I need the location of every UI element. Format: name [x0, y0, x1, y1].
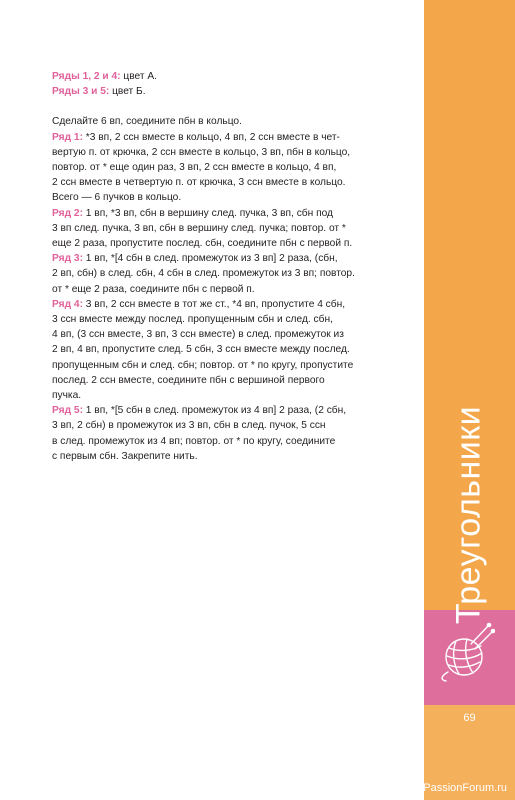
- row-line: от * еще 2 раза, соедините пбн с первой п.: [52, 283, 255, 295]
- row-line: *3 вп, 2 ссн вместе в кольцо, 4 вп, 2 ссн вместе в чет-: [82, 131, 340, 143]
- rows-color-text: цвет Б.: [109, 86, 146, 98]
- row-1: [52, 130, 412, 145]
- row-line: 2 ссн вместе в четвертую п. от крючка, 3 ссн вместе в кольцо.: [52, 177, 346, 189]
- watermark: PassionForum.ru: [423, 782, 507, 794]
- rows-color-text: цвет А.: [120, 71, 157, 82]
- row-line: пучка.: [52, 390, 82, 402]
- spacer: [52, 99, 412, 114]
- row-line: еще 2 раза, пропустите послед. сбн, соедините пбн с первой п.: [52, 238, 353, 250]
- instructions-text: [52, 69, 412, 464]
- row-line: Всего — 6 пучков в кольцо.: [52, 192, 182, 204]
- row-line: 2 вп, сбн) в след. сбн, 4 сбн в след. промежуток из 3 вп; повтор.: [52, 268, 355, 280]
- row-line: 3 вп след. пучка, 3 вп, сбн в вершину след. пучка; повтор. от *: [52, 222, 346, 234]
- row-label: Ряд 3:: [52, 253, 83, 265]
- row-line: 1 вп, *[5 сбн в след. промежуток из 4 вп] 2 раза, (2 сбн,: [82, 405, 347, 417]
- row-line: 3 вп, 2 ссн вместе в тот же ст., *4 вп, пропустите 4 сбн,: [82, 298, 346, 310]
- row-label: Ряд 1:: [52, 131, 83, 143]
- section-title: Треугольники: [449, 405, 488, 625]
- row-2: [52, 206, 412, 221]
- page-number: 69: [463, 712, 476, 724]
- color-line-rows-3-5: [52, 84, 412, 99]
- row-label: Ряд 5:: [52, 405, 83, 417]
- row-label: Ряд 4:: [52, 298, 83, 310]
- row-line: 1 вп, *3 вп, сбн в вершину след. пучка, 3 вп, сбн под: [82, 207, 333, 219]
- row-5: [52, 403, 412, 418]
- row-line: 3 вп, 2 сбн) в промежуток из 3 вп, сбн в след. пучок, 5 ссн: [52, 420, 326, 432]
- yarn-ball-icon: [437, 622, 495, 682]
- row-line: 2 вп, 4 вп, пропустите след. 5 сбн, 3 ссн вместе между послед.: [52, 344, 350, 356]
- row-line: пропущенным сбн и след. сбн; повтор. от * по кругу, пропустите: [52, 359, 354, 371]
- intro-line: Сделайте 6 вп, соедините пбн в кольцо.: [52, 116, 242, 128]
- row-line: послед. 2 ссн вместе, соедините пбн с вершиной первого: [52, 374, 325, 386]
- row-line: повтор. от * еще один раз, 3 вп, 2 ссн вместе в кольцо, 4 вп,: [52, 162, 337, 174]
- color-line-rows-1-2-4: [52, 69, 412, 84]
- row-line: вертую п. от крючка, 2 ссн вместе в кольцо, 3 вп, пбн в кольцо,: [52, 146, 351, 158]
- row-label: Ряд 2:: [52, 207, 83, 219]
- row-line: 3 ссн вместе между послед. пропущенным сбн и след. сбн,: [52, 314, 333, 326]
- row-line: 1 вп, *[4 сбн в след. промежуток из 3 вп] 2 раза, (сбн,: [82, 253, 338, 265]
- row-line: 4 вп, (3 ссн вместе, 3 вп, 3 ссн вместе) в след. промежуток из: [52, 329, 344, 341]
- rows-label: Ряды 1, 2 и 4:: [52, 71, 121, 82]
- row-line: в след. промежуток из 4 вп; повтор. от * по кругу, соедините: [52, 435, 336, 447]
- rows-label: Ряды 3 и 5:: [52, 86, 110, 98]
- row-line: с первым сбн. Закрепите нить.: [52, 450, 198, 462]
- row-4: [52, 297, 412, 312]
- row-3: [52, 251, 412, 266]
